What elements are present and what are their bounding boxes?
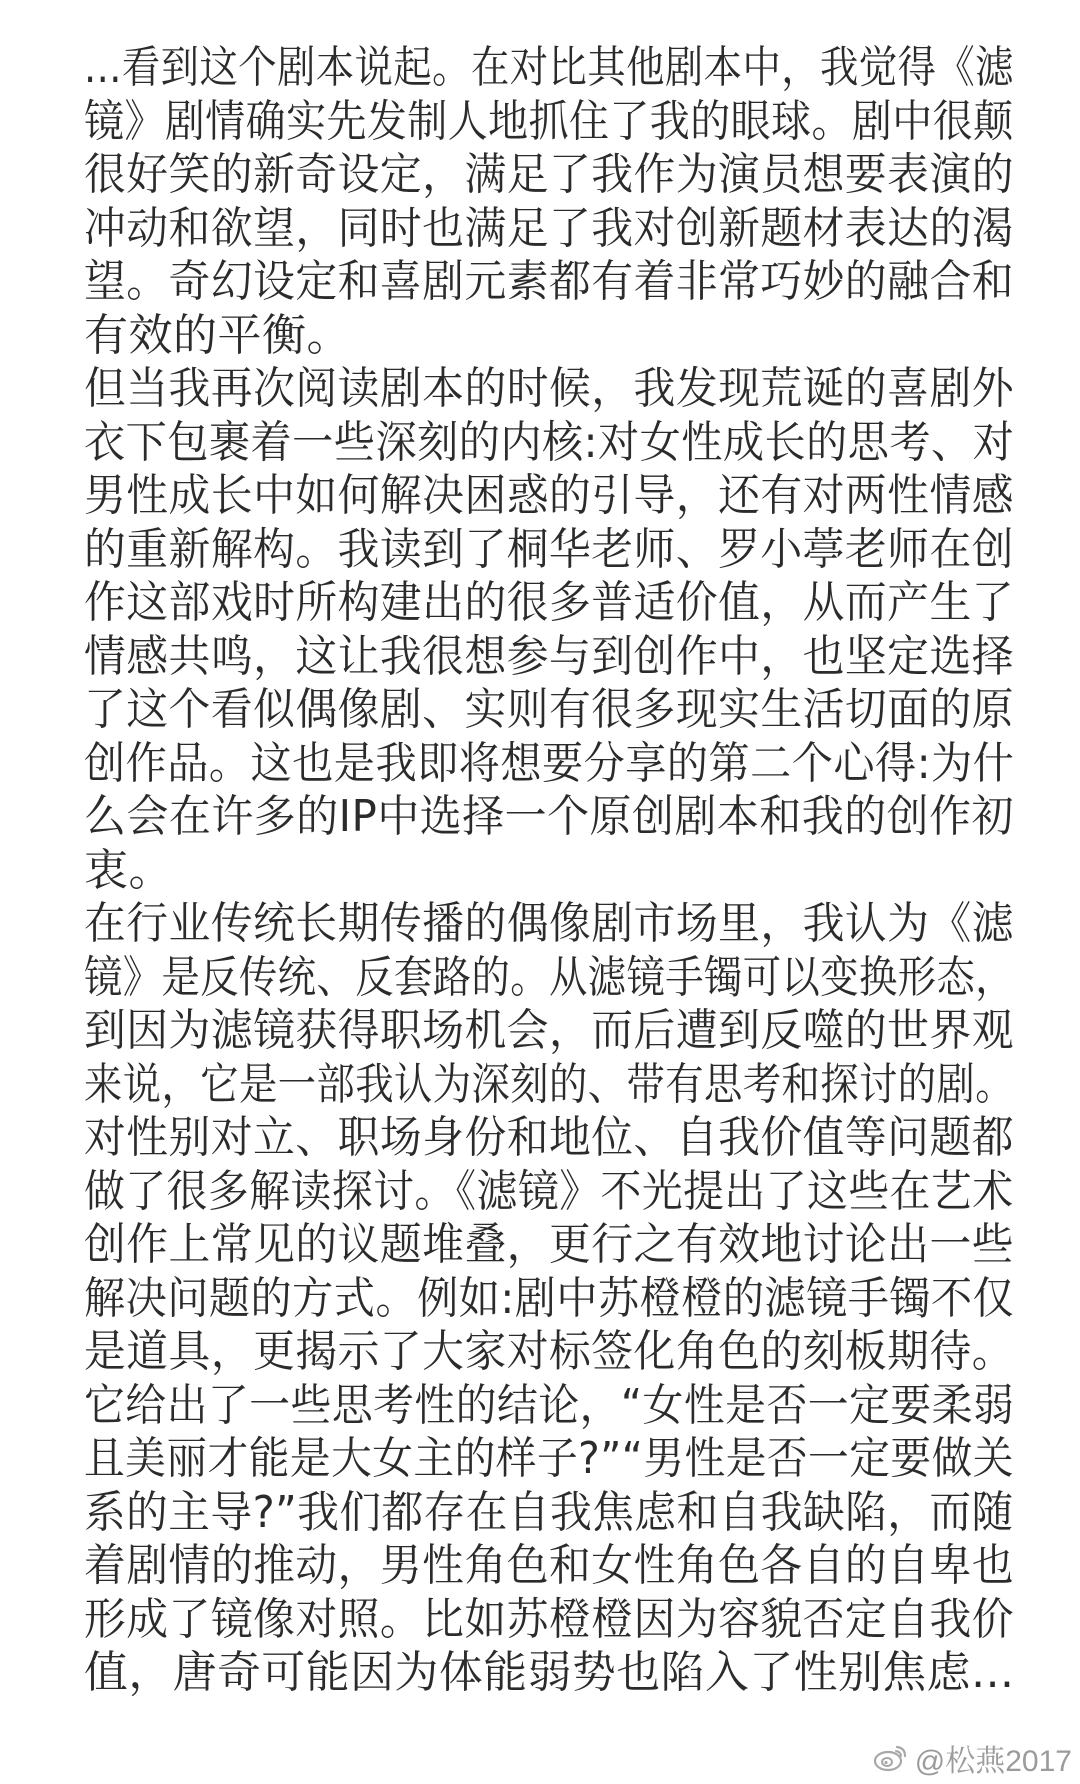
text-line: 在行业传统长期传播的偶像剧市场里，我认为《滤 (84, 898, 1014, 949)
weibo-icon (873, 1743, 909, 1773)
text-line: 创作品。这也是我即将想要分享的第二个心得:为什 (84, 737, 1015, 789)
text-line: 的重新解构。我读到了桐华老师、罗小葶老师在创 (84, 523, 1014, 575)
text-line: 么会在许多的IP中选择一个原创剧本和我的创作初 (84, 791, 1015, 842)
text-line: 做了很多解读探讨。《滤镜》不光提出了这些在艺术 (84, 1165, 1014, 1217)
text-line: 着剧情的推动，男性角色和女性角色各自的自卑也 (84, 1540, 1014, 1591)
text-line: 形成了镜像对照。比如苏橙橙因为容貌否定自我价 (84, 1593, 1014, 1645)
text-line: 但当我再次阅读剧本的时候，我发现荒诞的喜剧外 (84, 363, 1014, 414)
text-line: 衣下包裹着一些深刻的内核:对女性成长的思考、对 (84, 416, 1015, 468)
text-line: 冲动和欲望，同时也满足了我对创新题材表达的渴 (84, 202, 1014, 254)
text-line: 且美丽才能是大女主的样子?”“男性是否一定要做关 (84, 1433, 1014, 1484)
text-line: 镜》是反传统、反套路的。从滤镜手镯可以变换形态， (84, 951, 1014, 1003)
text-line: 很好笑的新奇设定，满足了我作为演员想要表演的 (84, 149, 1014, 200)
text-line: 解决问题的方式。例如:剧中苏橙橙的滤镜手镯不仅 (84, 1272, 1015, 1324)
text-line: 系的主导?”我们都存在自我焦虑和自我缺陷，而随 (84, 1486, 1014, 1538)
text-line: 对性别对立、职场身份和地位、自我价值等问题都 (84, 1112, 1014, 1163)
text-line: 男性成长中如何解决困惑的引导，还有对两性情感 (84, 470, 1014, 521)
weibo-watermark (873, 1738, 1072, 1778)
text-line: 了这个看似偶像剧、实则有很多现实生活切面的原 (84, 684, 1014, 735)
text-line: 创作上常见的议题堆叠，更行之有效地讨论出一些 (84, 1219, 1014, 1270)
text-line: 衷。 (84, 844, 173, 896)
text-line: 情感共鸣，这让我很想参与到创作中，也坚定选择 (84, 630, 1014, 682)
text-line: 是道具，更揭示了大家对标签化角色的刻板期待。 (84, 1326, 1014, 1377)
text-line: 来说，它是一部我认为深刻的、带有思考和探讨的剧。 (84, 1058, 1014, 1110)
text-line: 值，唐奇可能因为体能弱势也陷入了性别焦虑... (84, 1647, 1015, 1698)
text-line: 它给出了一些思考性的结论，“女性是否一定要柔弱 (84, 1379, 1015, 1431)
text-line: 作这部戏时所构建出的很多普适价值，从而产生了 (84, 577, 1014, 628)
text-line: ...看到这个剧本说起。在对比其他剧本中，我觉得《滤 (84, 42, 1014, 93)
text-line: 到因为滤镜获得职场机会，而后遭到反噬的世界观 (84, 1005, 1014, 1056)
text-line: 有效的平衡。 (84, 309, 351, 361)
watermark-text: @松燕2017 (914, 1745, 1072, 1778)
text-line: 镜》剧情确实先发制人地抓住了我的眼球。剧中很颠 (84, 95, 1014, 147)
text-line: 望。奇幻设定和喜剧元素都有着非常巧妙的融合和 (84, 256, 1014, 307)
